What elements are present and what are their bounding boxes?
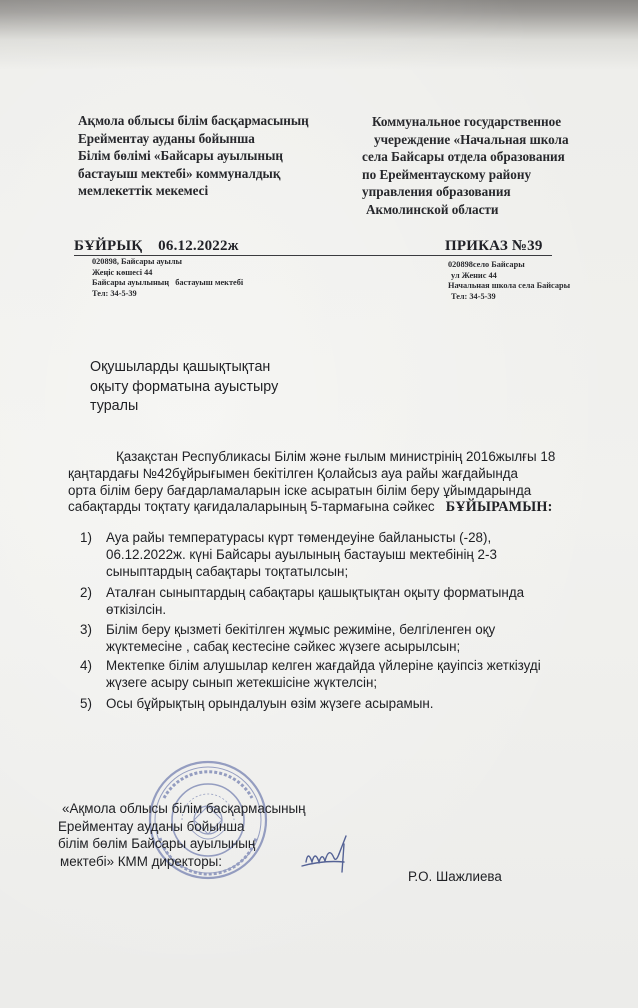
order-title-kz: БҰЙРЫҚ 06.12.2022ж (74, 238, 239, 254)
address-right (448, 260, 570, 302)
item-line: Аталған сыныптардың сабақтары қашықтықтан оқыту форматында (106, 585, 525, 600)
header-left-org (78, 112, 368, 200)
preamble-last-line (68, 499, 628, 516)
order-title-ru: ПРИКАЗ №39 (445, 238, 543, 254)
preamble-line: Қазақстан Республикасы Білім және ғылым министрінің 2016жылғы 18 (116, 449, 556, 464)
item-line: өткізілсін. (106, 601, 167, 617)
address-left-line: Байсары ауылының бастауыш мектебі (92, 278, 244, 287)
signature-org-line: білім бөлім Байсары ауылының (58, 836, 256, 851)
item-line: сыныптардың сабақтары тоқтатылсын; (106, 563, 349, 579)
item-line: 06.12.2022ж. күні Байсары ауылының бастауыш мектебінің 2-3 (106, 546, 497, 562)
address-left-line: 020898, Байсары ауылы (92, 257, 183, 266)
address-right-line: ул Женис 44 (451, 270, 497, 280)
item-number: 3) (80, 622, 92, 637)
header-right-line: Коммунальное государственное (372, 114, 562, 129)
header-left-line: Білім бөлімі «Байсары ауылының (78, 148, 283, 163)
preamble-line: орта білім беру бағдарламаларын іске асыратын білім беру ұйымдарында (68, 482, 532, 498)
header-left-line: Ерейментау ауданы бойынша (78, 130, 255, 146)
address-right-line: 020898село Байсары (448, 260, 525, 269)
item-text (106, 622, 495, 656)
header-left-line: бастауыш мектебі» коммуналдық (78, 165, 281, 181)
item-line: жүзеге асыру сынып жетекшісіне жүктелсін; (106, 674, 378, 690)
item-text (106, 658, 541, 692)
address-left-line: Жеңіс көшесі 44 (92, 267, 153, 277)
order-command: БҰЙЫРАМЫН: (445, 499, 553, 516)
item-line: Мектепке білім алушылар келген жағдайда үйлеріне қауіпсіз жеткізуді (106, 658, 541, 673)
item-line: Білім беру қызметі бекітілген жұмыс режиміне, белгіленген оқу (106, 622, 496, 637)
header-divider (74, 255, 552, 256)
header-right-org (362, 113, 632, 218)
signature-org-line: Ерейментау ауданы бойынша (58, 818, 245, 834)
header-right-line: по Ерейментаускому району (362, 166, 532, 182)
item-line: жүктемесіне , сабақ кестесіне сәйкес жүзеге асырылсын; (106, 638, 461, 654)
handwritten-signature-icon (298, 832, 358, 878)
header-left-line: Ақмола облысы білім басқармасының (78, 113, 309, 128)
address-right-line: Начальная школа села Байсары (448, 281, 571, 290)
item-line: Осы бұйрықтың орындалуын өзім жүзеге асырамын. (106, 696, 434, 711)
director-name: Р.О. Шажлиева (408, 869, 502, 884)
preamble (68, 449, 628, 516)
address-right-line: Тел: 34-5-39 (451, 291, 496, 301)
signature-org (58, 800, 306, 870)
subject-line: оқыту форматына ауыстыру (90, 378, 279, 395)
address-left (92, 257, 243, 299)
item-line: Ауа райы температурасы күрт төмендеуіне байланысты (-28), (106, 530, 492, 545)
item-number: 1) (80, 530, 92, 545)
header-left-line: мемлекеттік мекемесі (78, 183, 209, 198)
header-right-line: Акмолинской области (366, 201, 499, 217)
preamble-line: сабақтарды тоқтату қағидалаларының 5-тармағына сәйкес (68, 499, 435, 515)
header-right-line: управления образования (362, 184, 511, 199)
address-left-line: Тел: 34-5-39 (92, 288, 137, 298)
preamble-line: қаңтардағы №42бұйрығымен бекітілген Қолайсыз ауа райы жағдайында (68, 465, 518, 481)
item-text (106, 696, 433, 713)
order-subject (90, 358, 278, 417)
signature-org-line: мектебі» КММ директоры: (60, 853, 223, 869)
item-number: 4) (80, 658, 92, 673)
header-right-line: села Байсары отдела образования (362, 149, 565, 164)
item-text (106, 585, 524, 619)
item-number: 5) (80, 696, 92, 711)
order-items (80, 530, 630, 720)
subject-line: туралы (90, 398, 139, 414)
header-right-line: учереждение «Начальная школа (374, 131, 569, 147)
subject-line: Оқушыларды қашықтықтан (90, 359, 271, 375)
signature-org-line: «Ақмола облысы білім басқармасының (62, 801, 306, 816)
item-text (106, 530, 497, 580)
item-number: 2) (80, 585, 92, 600)
